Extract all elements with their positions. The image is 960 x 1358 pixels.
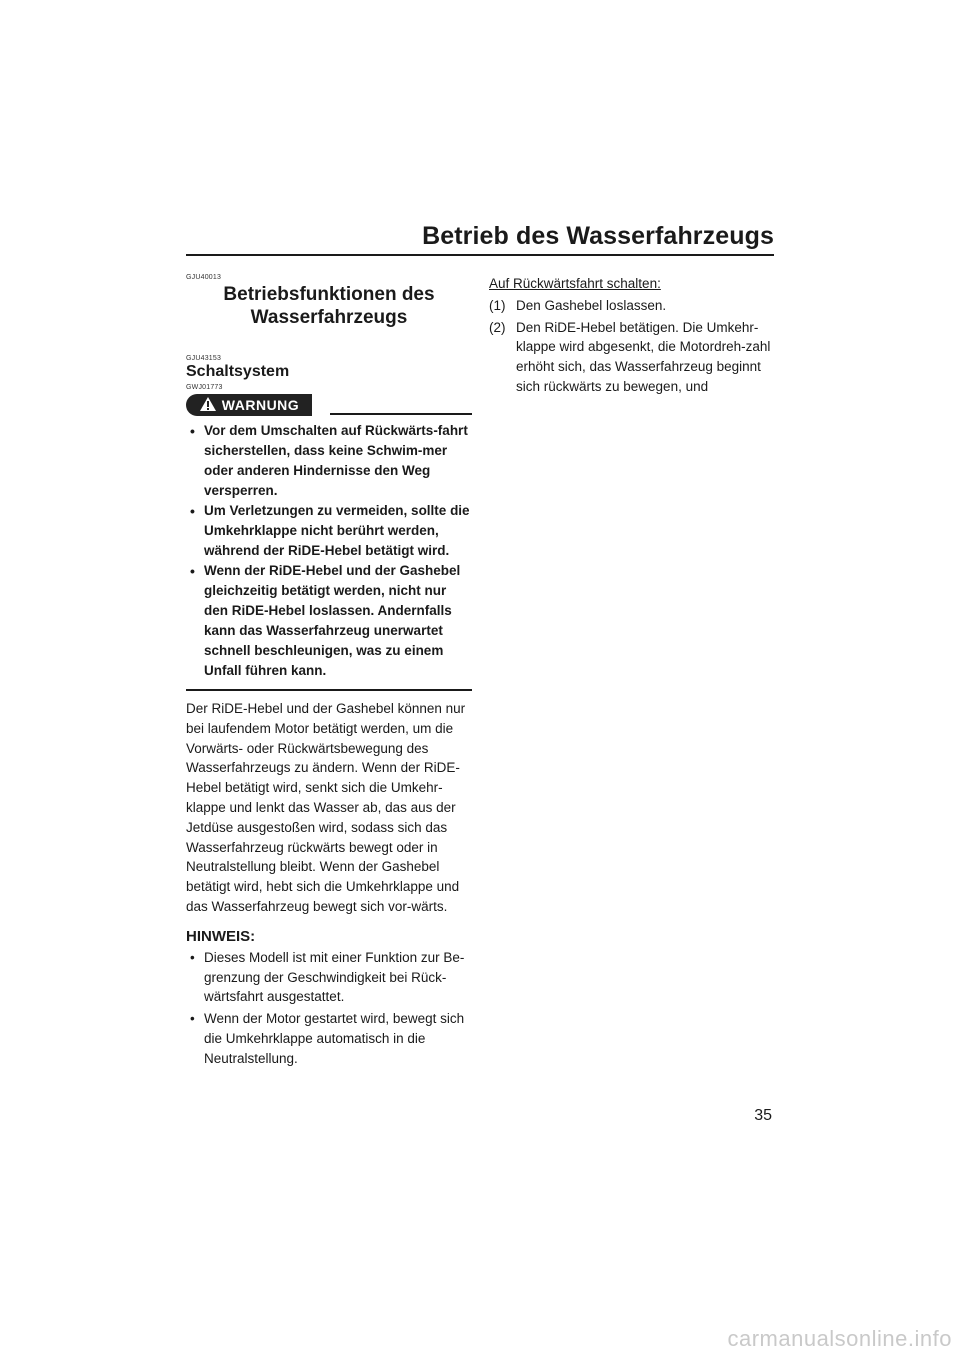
- section-title-line1: Betriebsfunktionen des: [223, 284, 435, 305]
- warning-item: • Vor dem Umschalten auf Rückwärts-fahrt sicherstellen, dass keine Schwim-mer oder anderen Hindernisse den Weg versperren.: [186, 421, 472, 501]
- reverse-heading: Auf Rückwärtsfahrt schalten:: [489, 276, 661, 291]
- step-text: Den Gashebel loslassen.: [516, 297, 667, 313]
- section-code: GJU40013: [186, 274, 222, 281]
- warning-code: GWJ01773: [186, 384, 223, 391]
- warning-list: [186, 421, 472, 681]
- right-column: [489, 274, 779, 397]
- warning-badge: [186, 394, 312, 416]
- section-title-line2: Wasserfahrzeugs: [250, 307, 408, 328]
- warning-triangle-icon: [199, 396, 217, 415]
- note-item: • Dieses Modell ist mit einer Funktion zur Be-grenzung der Geschwindigkeit bei Rück-wärtsfahrt ausgestattet.: [186, 948, 472, 1007]
- warning-header: [186, 394, 472, 416]
- header-rule: [186, 254, 774, 256]
- page-number: 35: [754, 1107, 772, 1124]
- step-number: (1): [489, 297, 506, 313]
- subsection-title: Schaltsystem: [186, 363, 290, 380]
- section-title: [186, 283, 472, 329]
- note-item: • Wenn der Motor gestartet wird, bewegt sich die Umkehrklappe automatisch in die Neutralstellung.: [186, 1009, 472, 1068]
- warning-bottom-rule: [186, 689, 472, 691]
- note-title: HINWEIS:: [186, 927, 256, 945]
- note-list: [186, 948, 472, 1069]
- body-paragraph: Der RiDE-Hebel und der Gashebel können nur bei laufendem Motor betätigt werden, um die Vorwärts- oder Rückwärtsbewegung des Wasserfahrzeugs zu ändern. Wenn der RiDE-Hebel betätigt wird, senkt sich die Umkehr-klappe und lenkt das Wasser ab, das aus der Jetdüse ausgestoßen wird, sodass sich das Wasserfahrzeug rückwärts bewegt oder in Neutralstellung bleibt. Wenn der Gashebel betätigt wird, hebt sich die Umkehrklappe und das Wasserfahrzeug bewegt sich vor-wärts.: [186, 701, 466, 914]
- step-item: [489, 296, 779, 316]
- warning-top-rule: [330, 413, 472, 415]
- watermark: carmanualsonline.info: [727, 1326, 952, 1351]
- warning-label: WARNUNG: [221, 397, 300, 413]
- warning-item: • Um Verletzungen zu vermeiden, sollte die Umkehrklappe nicht berührt werden, während der RiDE-Hebel betätigt wird.: [186, 501, 472, 561]
- subsection-code: GJU43153: [186, 355, 222, 362]
- step-text: Den RiDE-Hebel betätigen. Die Umkehr-klappe wird abgesenkt, die Motordreh-zahl erhöht sich, das Wasserfahrzeug beginnt sich rückwärts zu bewegen, und: [516, 319, 771, 394]
- left-column: [186, 274, 472, 1071]
- page-header-title: Betrieb des Wasserfahrzeugs: [422, 222, 774, 250]
- step-item: [489, 318, 779, 397]
- warning-item: • Wenn der RiDE-Hebel und der Gashebel gleichzeitig betätigt werden, nicht nur den RiDE-Hebel loslassen. Andernfalls kann das Wasserfahrzeug unerwartet schnell beschleunigen, was zu einem Unfall führen kann.: [186, 561, 472, 681]
- step-number: (2): [489, 319, 506, 335]
